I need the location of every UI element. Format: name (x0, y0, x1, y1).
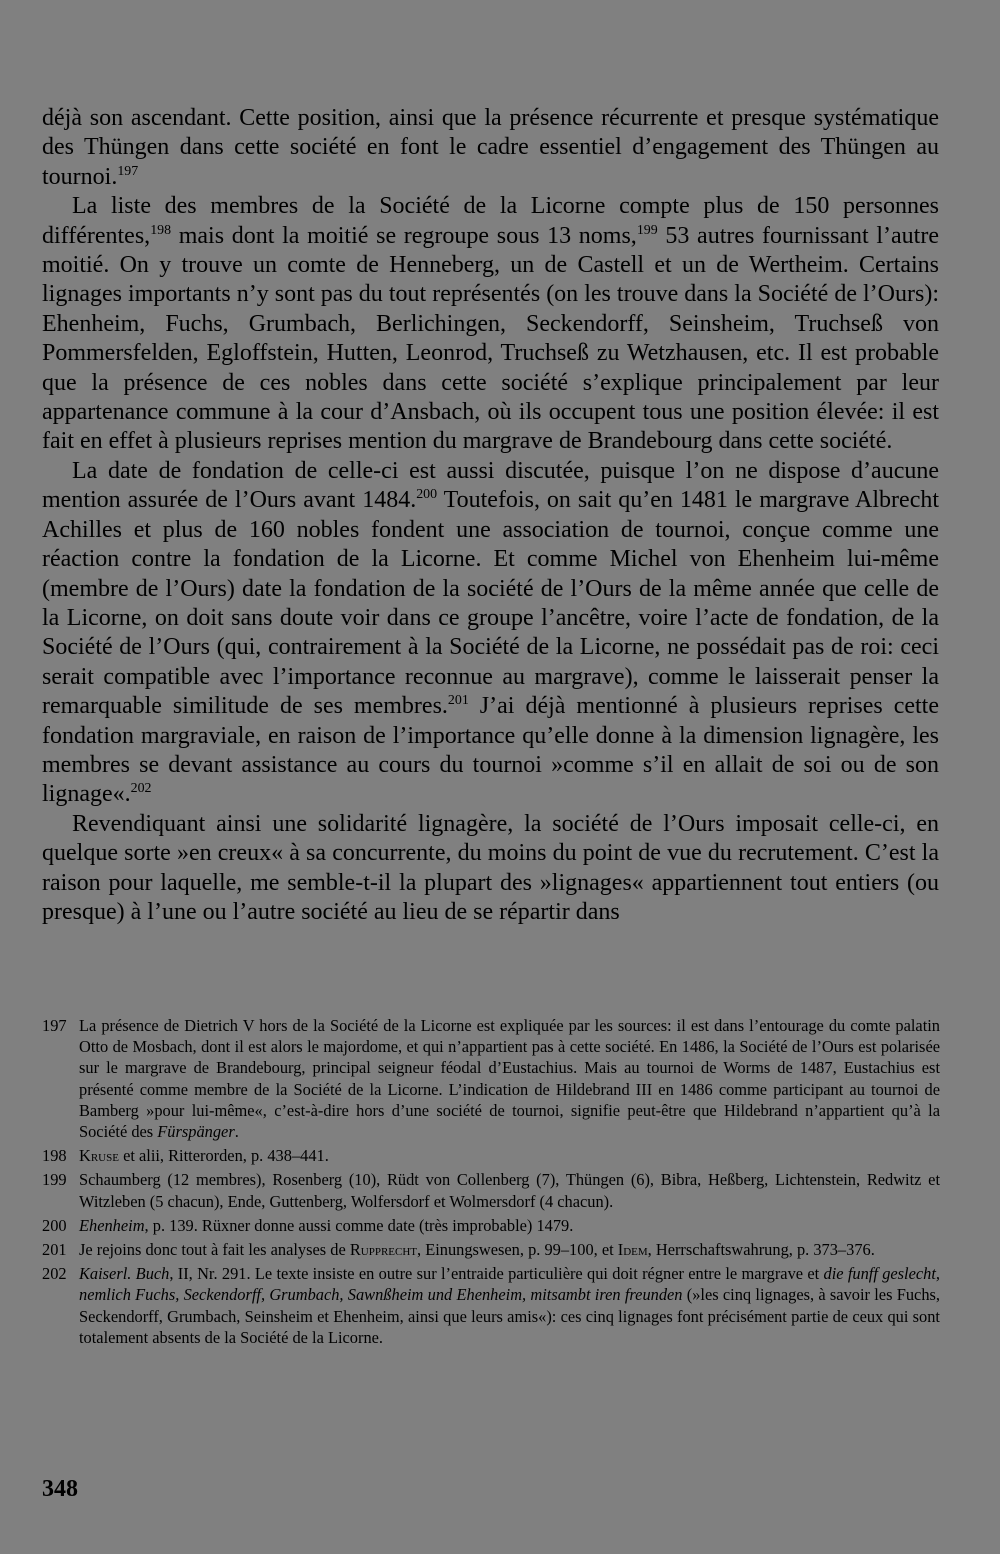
footnote-198: 198 Kruse et alii, Ritterorden, p. 438–441. (42, 1146, 329, 1166)
author-name: Rupprecht (349, 1240, 417, 1260)
paragraph-3: La date de fondation de celle-ci est aussi discutée, puisque l’on ne dispose d’aucune mention assurée de l’Ours avant 1484.$^{200}$ Toutefois, on sait qu’en 1481 le margrave Albrecht Achilles et plus de 160 nobles fondent une association de tournoi, conçue comme une réaction contre la fondation de la Licorne. Et comme Michel von Ehenheim lui-même (membre de l’Ours) date la fondation de la société de l’Ours de la même année que celle de la Licorne, on doit sans doute voir dans ce groupe l’ancêtre, voire l’acte de fondation, de la Société de l’Ours (qui, contrairement à la Société de la Licorne, ne possédait pas de roi: ceci serait compatible avec l’importance reconnue au margrave), comme le laisserait penser la remarquable similitude de ses membres.$^{201}$ J’ai déjà mentionné à plusieurs reprises cette fondation margraviale, en raison de l’importance qu’elle donne à la dimension lignagère, les membres se devant assistance au cours du tournoi »comme s’il en allait de soi ou de son lignage«.$^{202}$ (42, 457, 940, 808)
paragraph-4: Revendiquant ainsi une solidarité lignagère, la société de l’Ours imposait celle-ci, en quelque sorte »en creux« à sa concurrente, du moins du point de vue du recrutement. C’est la raison pour laquelle, me semble-t-il la plupart des »lignages« appartiennent tout entiers (ou presque) à l’une ou l’autre société au lieu de se répartir dans (42, 810, 939, 925)
author-name: Kruse (79, 1146, 119, 1166)
footnote-ref-198[interactable]: 198 (150, 222, 172, 238)
footnotes (42, 1015, 940, 1351)
footnote-202: 202 Kaiserl. Buch, II, Nr. 291. Le texte insiste en outre sur l’entraide particulière qui doit régner entre le margrave et die funff geslecht, nemlich Fuchs, Seckendorff, Grumbach, Sawnßheim und Ehenheim, mitsambt iren freunden (»les cinq lignages, à savoir les Fuchs, Seckendorff, Grumbach, Seinsheim et Ehenheim, ainsi que leurs amis«): ces cinq lignages font précisément partie de ceux qui sont totalement absents de la Société de la Licorne. (42, 1264, 941, 1347)
main-text (42, 104, 939, 927)
footnote-201: 201 Je rejoins donc tout à fait les analyses de Rupprecht, Einungswesen, p. 99–100, et Idem, Herrschaftswahrung, p. 373–376. (42, 1240, 875, 1260)
footnote-ref-201[interactable]: 201 (447, 693, 469, 709)
paragraph-2: La liste des membres de la Société de la Licorne compte plus de 150 personnes différentes,$^{198}$ mais dont la moitié se regroupe sous 13 noms,$^{199}$ 53 autres fournissant l’autre moitié. On y trouve un comte de Henneberg, un de Castell et un de Wertheim. Certains lignages importants n’y sont pas du tout représentés (on les trouve dans la Société de l’Ours): Ehenheim, Fuchs, Grumbach, Berlichingen, Seckendorff, Seinsheim, Truchseß von Pommersfelden, Egloffstein, Hutten, Leonrod, Truchseß zu Wetzhausen, etc. Il est probable que la présence de ces nobles dans cette société s’explique principalement par leur appartenance commune à la cour d’Ansbach, où ils occupent tous une position élevée: il est fait en effet à plusieurs reprises mention du margrave de Brandebourg dans cette société. (42, 193, 939, 455)
footnote-number: 201 (42, 1240, 67, 1260)
footnote-number: 199 (42, 1170, 67, 1190)
footnote-ref-202[interactable]: 202 (130, 781, 152, 797)
footnote-197: 197 La présence de Dietrich V hors de la Société de la Licorne est expliquée par les sources: il est dans l’entourage du comte palatin Otto de Mosbach, dont il est alors le majordome, et qui n’appartient pas à cette société. En 1486, la Société de l’Ours est polarisée sur le margrave de Brandebourg, principal seigneur féodal d’Eustachius. Mais au tournoi de Worms de 1487, Eustachius est présenté comme membre de la Société de la Licorne. L’indication de Hildebrand III en 1486 comme participant au tournoi de Bamberg »pour lui-même«, c’est-à-dire hors d’une société de tournoi, signifie peut-être que Hildebrand n’appartient qu’à la Société des Fürspänger. (42, 1016, 940, 1142)
author-name: Idem (617, 1240, 648, 1260)
paragraph-1: déjà son ascendant. Cette position, ainsi que la présence récurrente et presque systématique des Thüngen dans cette société en font le cadre essentiel d’engagement des Thüngen au tournoi.$^{197}$ (42, 105, 939, 190)
footnote-ref-197[interactable]: 197 (117, 163, 139, 179)
footnote-200: 200 Ehenheim, p. 139. Rüxner donne aussi comme date (très improbable) 1479. (42, 1215, 574, 1235)
footnote-ref-199[interactable]: 199 (636, 222, 658, 238)
footnote-number: 198 (42, 1146, 67, 1166)
footnote-ref-200[interactable]: 200 (416, 487, 438, 503)
footnote-number: 202 (42, 1264, 67, 1284)
page-number: 348 (42, 1476, 78, 1502)
footnote-number: 200 (42, 1215, 67, 1235)
footnote-number: 197 (42, 1016, 67, 1035)
footnote-199: 199 Schaumberg (12 membres), Rosenberg (10), Rüdt von Collenberg (7), Thüngen (6), Bibra, Heßberg, Lichtenstein, Redwitz et Witzleben (5 chacun), Ende, Guttenberg, Wolfersdorf et Wolmersdorf (4 chacun). (42, 1170, 940, 1211)
